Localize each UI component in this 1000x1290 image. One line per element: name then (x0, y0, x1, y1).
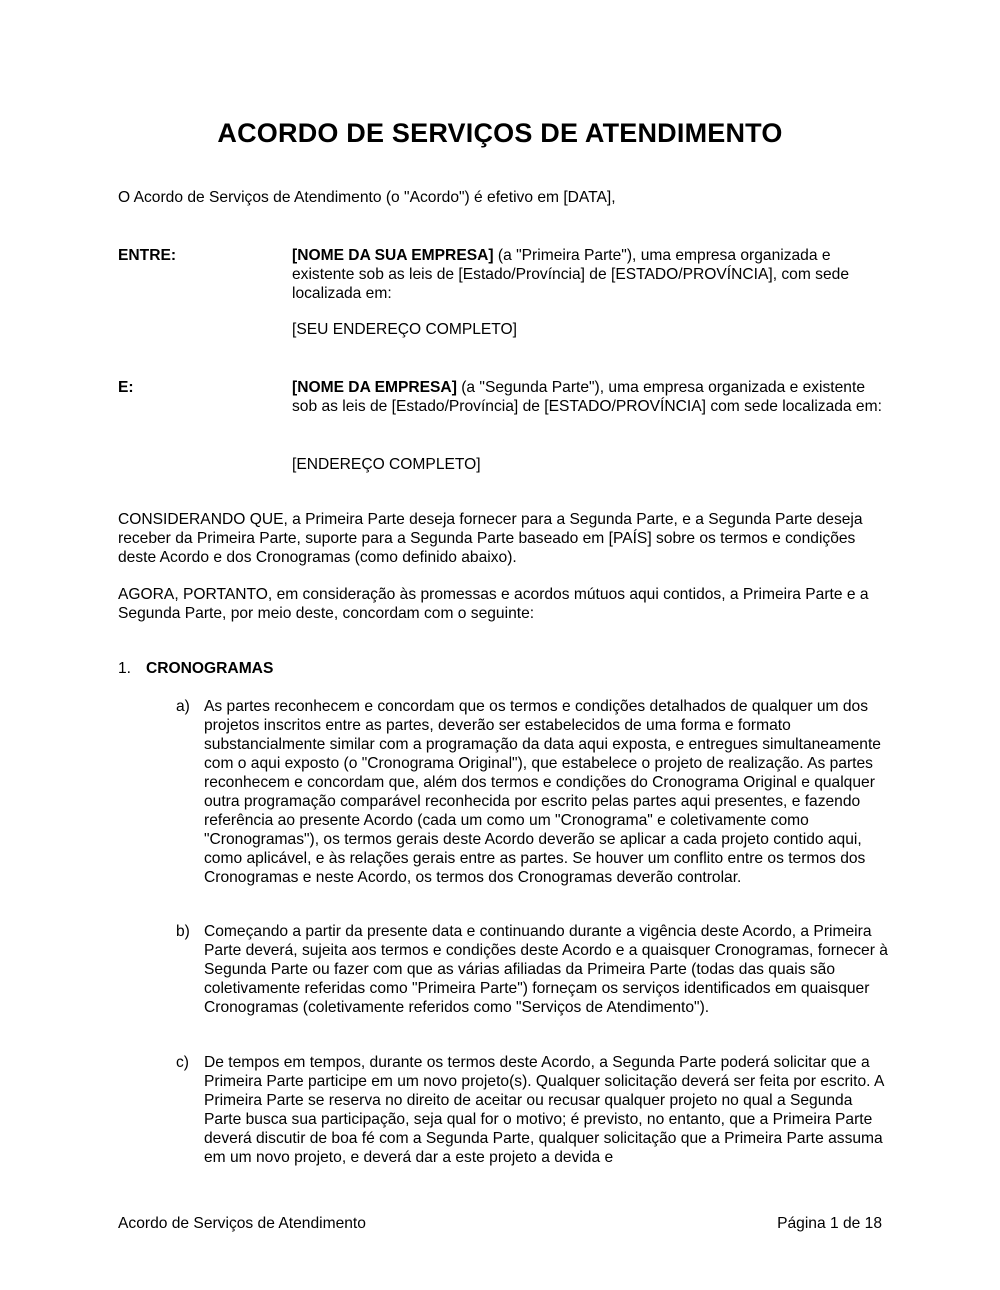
whereas-paragraph: CONSIDERANDO QUE, a Primeira Parte deseja fornecer para a Segunda Parte, e a Segunda Parte deseja receber da Primeira Parte, suporte para a Segunda Parte baseado em [PAÍS] sobre os termos e condições deste Acordo e dos Cronogramas (como definido abaixo). (118, 511, 863, 566)
intro-paragraph: O Acordo de Serviços de Atendimento (o "Acordo") é efetivo em [DATA], (118, 189, 616, 206)
party-first-text: (a "Primeira Parte"), uma empresa organizada e existente sob as leis de [Estado/Província] de [ESTADO/PROVÍNCIA], com sede localizada em: (292, 247, 849, 302)
now-therefore-paragraph: AGORA, PORTANTO, em consideração às promessas e acordos mútuos aqui contidos, a Primeira Parte e a Segunda Parte, por meio deste, concordam com o seguinte: (118, 586, 869, 622)
footer-page-number: Página 1 de 18 (777, 1215, 882, 1232)
party-second-address: [ENDEREÇO COMPLETO] (292, 456, 481, 473)
section-title: CRONOGRAMAS (146, 660, 274, 677)
party-label-first: ENTRE: (118, 247, 177, 264)
item-text-c: De tempos em tempos, durante os termos deste Acordo, a Segunda Parte poderá solicitar que a Primeira Parte participe em um novo projeto(s). Qualquer solicitação deverá ser feita por escrito. A Primeira Parte se reserva no direito de aceitar ou recusar qualquer projeto no qual a Segunda Parte busca sua participação, seja qual for o motivo; é previsto, no entanto, que a Primeira Parte deverá discutir de boa fé com a Segunda Parte, qualquer solicitação que a Primeira Parte assuma em um novo projeto, e deverá dar a este projeto a devida e (204, 1054, 884, 1166)
party-second-text: (a "Segunda Parte"), uma empresa organizada e existente sob as leis de [Estado/Província] de [ESTADO/PROVÍNCIA] com sede localizada em: (292, 379, 882, 415)
party-second-name: [NOME DA EMPRESA] (292, 379, 457, 396)
item-letter-a: a) (176, 698, 190, 715)
section-number: 1. (118, 660, 132, 677)
party-label-second: E: (118, 379, 134, 396)
party-first-description (292, 246, 892, 303)
item-letter-c: c) (176, 1054, 189, 1071)
item-text-b: Começando a partir da presente data e continuando durante a vigência deste Acordo, a Primeira Parte deverá, sujeita aos termos e condições deste Acordo e a quaisquer Cronogramas, fornecer à Segunda Parte ou fazer com que as várias afiliadas da Primeira Parte (todas das quais são coletivamente referidas como "Primeira Parte") forneçam os serviços identificados em quaisquer Cronogramas (coletivamente referidos como "Serviços de Atendimento"). (204, 923, 888, 1016)
party-first-name: [NOME DA SUA EMPRESA] (292, 247, 494, 264)
footer-document-name: Acordo de Serviços de Atendimento (118, 1215, 366, 1232)
document-title: ACORDO DE SERVIÇOS DE ATENDIMENTO (217, 118, 783, 148)
party-first-address: [SEU ENDEREÇO COMPLETO] (292, 321, 517, 338)
item-letter-b: b) (176, 923, 190, 940)
party-second-description (292, 378, 892, 416)
item-text-a: As partes reconhecem e concordam que os termos e condições detalhados de qualquer um dos projetos inscritos entre as partes, deverão ser estabelecidos de uma forma e formato substancialmente similar com a programação da data aqui exposta, e entregues simultaneamente com o aqui exposto (o "Cronograma Original"), que estabelece o projeto de realização. As partes reconhecem e concordam que, além dos termos e condições do Cronograma Original e qualquer outra programação comparável reconhecida por escrito pelas partes aqui presentes, e fazendo referência ao presente Acordo (cada um como um "Cronograma" e coletivamente como "Cronogramas"), os termos gerais deste Acordo deverão se aplicar a cada projeto contido aqui, como aplicável, e às relações gerais entre as partes. Se houver um conflito entre os termos dos Cronogramas e neste Acordo, os termos dos Cronogramas deverão controlar. (204, 698, 881, 886)
